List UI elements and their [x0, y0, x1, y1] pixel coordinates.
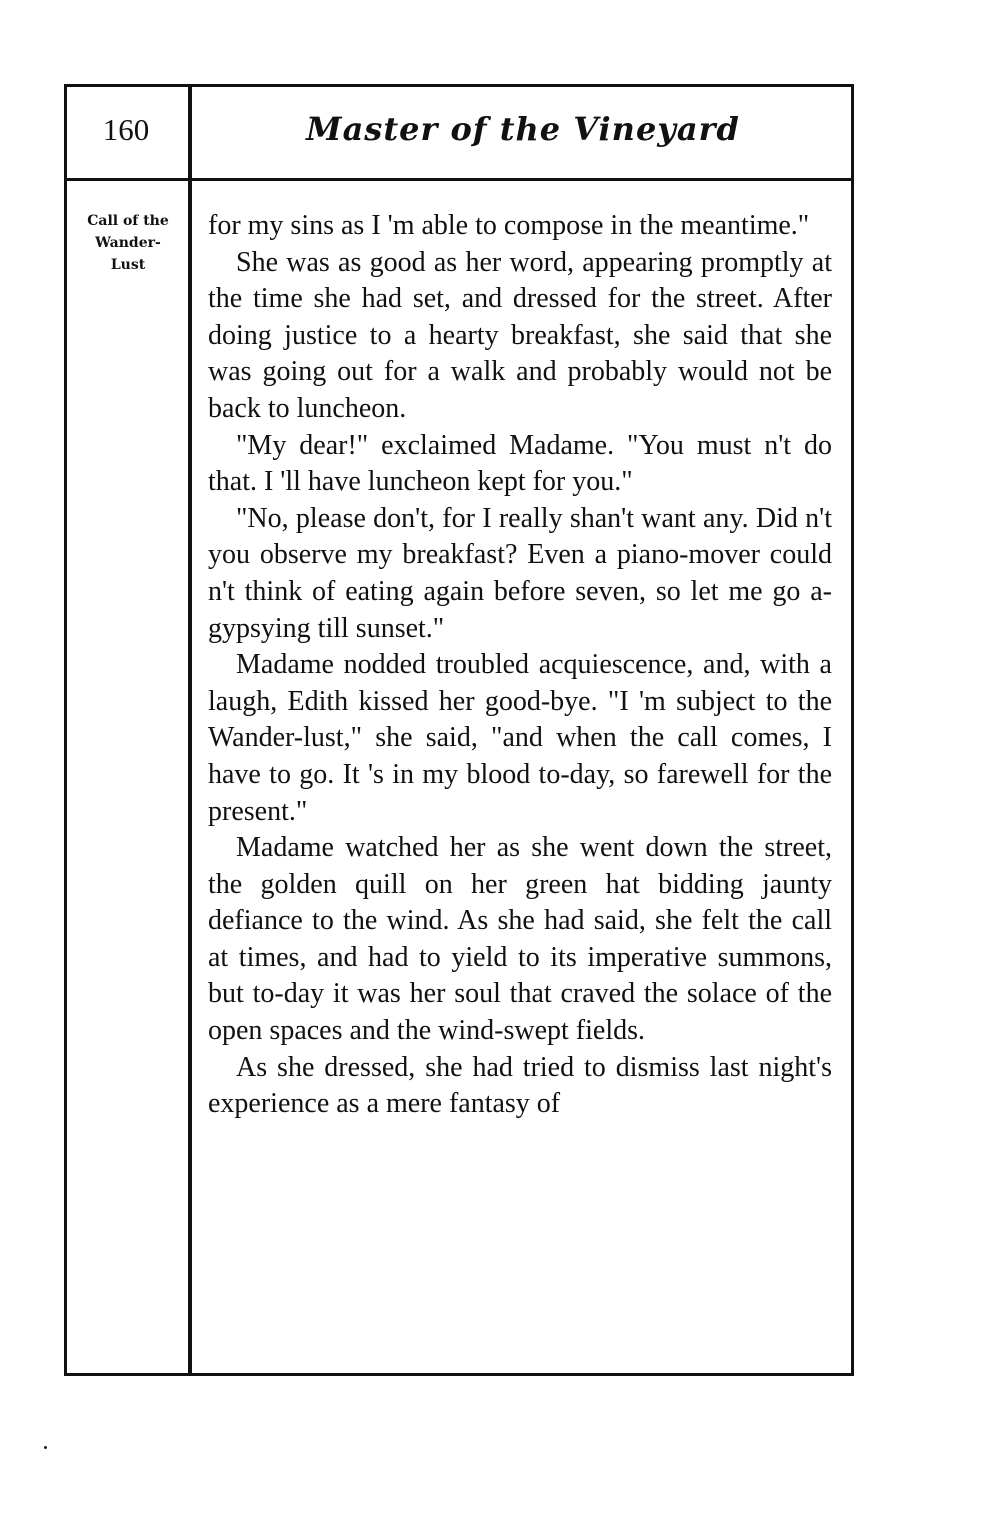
margin-note: [66, 210, 190, 276]
scan-speck: [44, 1446, 47, 1449]
margin-note-line: Lust: [110, 257, 146, 273]
margin-column-rule: [188, 84, 192, 1376]
paragraph: As she dressed, she had tried to dismiss last night's experience as a mere fantasy of: [208, 1051, 832, 1120]
body-text: [208, 208, 832, 1123]
paragraph: "My dear!" exclaimed Madame. "You must n't do that. I 'll have luncheon kept for you.": [208, 429, 832, 498]
header-rule: [64, 178, 854, 181]
page-number: 160: [102, 112, 150, 147]
running-title: Master of the Vineyard: [306, 110, 740, 148]
paragraph: She was as good as her word, appearing promptly at the time she had set, and dressed for the street. After doing justice to a hearty breakfast, she said that she was going out for a walk and probably would not be back to luncheon.: [208, 246, 832, 424]
margin-note-line: Wander-: [95, 235, 161, 251]
paragraph: for my sins as I 'm able to compose in the meantime.": [208, 210, 810, 241]
margin-note-line: Call of the: [87, 213, 169, 229]
paragraph: Madame watched her as she went down the street, the golden quill on her green hat bidding jaunty defiance to the wind. As she had said, she felt the call at times, and had to yield to its imperative summons, but to-day it was her soul that craved the solace of the open spaces and the wind-swept fields.: [208, 832, 832, 1047]
paragraph: "No, please don't, for I really shan't want any. Did n't you observe my breakfast? Even a piano-mover could n't think of eating again before seven, so let me go a-gypsying till sunset.": [208, 502, 832, 644]
paragraph: Madame nodded troubled acquiescence, and, with a laugh, Edith kissed her good-bye. "I 'm subject to the Wander-lust," she said, "and when the call comes, I have to go. It 's in my blood to-day, so farewell for the present.": [208, 649, 832, 827]
